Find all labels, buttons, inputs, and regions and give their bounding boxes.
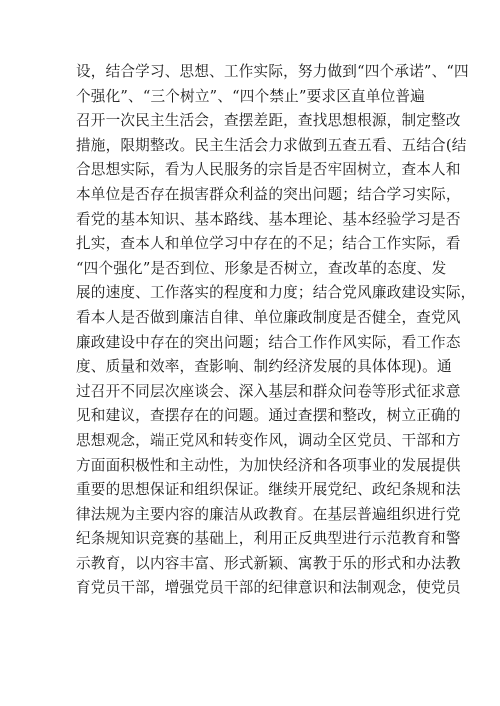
text-line: 重要的思想保证和组织保证。继续开展党纪、政纪条规和法 xyxy=(76,481,461,499)
text-line: 本单位是否存在损害群众利益的突出问题；结合学习实际， xyxy=(76,185,461,203)
text-line: 合思想实际，看为人民服务的宗旨是否牢固树立，查本人和 xyxy=(76,161,461,179)
text-line: 看党的基本知识、基本路线、基本理论、基本经验学习是否 xyxy=(76,210,461,228)
text-line: 见和建议，查摆存在的问题。通过查摆和整改，树立正确的 xyxy=(76,407,461,425)
text-line: 纪条规知识竞赛的基础上，利用正反典型进行示范教育和警 xyxy=(76,530,461,548)
text-line: “四个强化”是否到位、形象是否树立，查改革的态度、发 xyxy=(76,259,447,277)
text-line: 召开一次民主生活会，查摆差距，查找思想根源，制定整改 xyxy=(76,112,461,130)
text-line: 思想观念，端正党风和转变作风，调动全区党员、干部和方 xyxy=(76,431,461,449)
text-line: 方面面积极性和主动性，为加快经济和各项事业的发展提供 xyxy=(76,456,461,474)
body-text xyxy=(76,60,476,601)
text-line: 示教育，以内容丰富、形式新颖、寓教于乐的形式和办法教 xyxy=(76,554,461,572)
text-line: 措施，限期整改。民主生活会力求做到五查五看、五结合(结 xyxy=(76,136,467,154)
text-line: 过召开不同层次座谈会、深入基层和群众问卷等形式征求意 xyxy=(76,382,461,400)
text-line: 律法规为主要内容的廉洁从政教育。在基层普遍组织进行党 xyxy=(76,505,461,523)
text-line: 看本人是否做到廉洁自律、单位廉政制度是否健全，查党风 xyxy=(76,308,461,326)
text-line: 展的速度、工作落实的程度和力度；结合党风廉政建设实际， xyxy=(76,284,476,302)
text-line: 个强化”、“三个树立”、“四个禁止”要求区直单位普遍 xyxy=(76,87,425,105)
text-line: 扎实，查本人和单位学习中存在的不足；结合工作实际，看 xyxy=(76,235,461,253)
text-line: 廉政建设中存在的突出问题；结合工作作风实际，看工作态 xyxy=(76,333,461,351)
text-line: 度、质量和效率，查影响、制约经济发展的具体体现)。通 xyxy=(76,358,452,376)
text-line: 设，结合学习、思想、工作实际，努力做到“四个承诺”、“四 xyxy=(76,63,469,80)
text-line: 育党员干部，增强党员干部的纪律意识和法制观念，使党员 xyxy=(76,579,461,597)
